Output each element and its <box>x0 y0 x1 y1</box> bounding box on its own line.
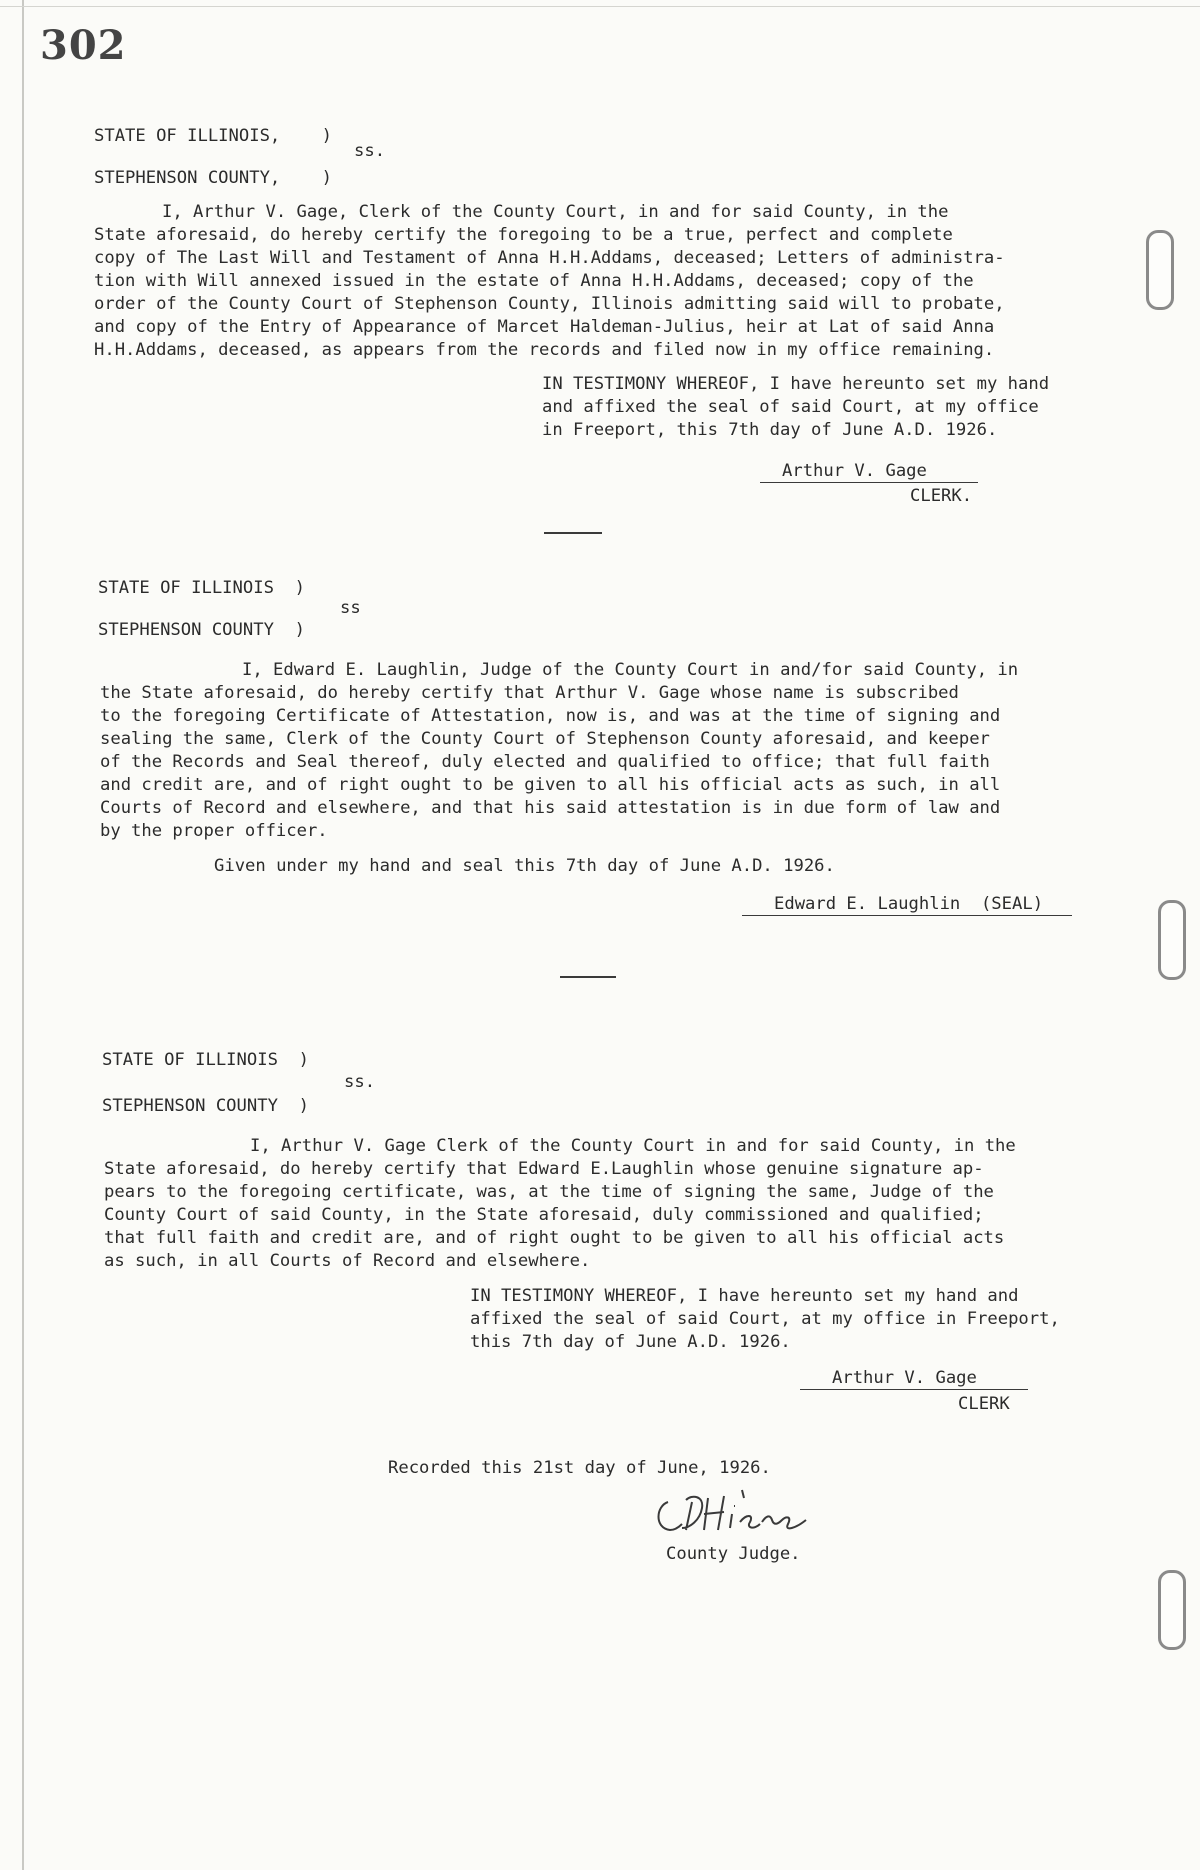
judge-signature: Edward E. Laughlin (SEAL) <box>774 894 1044 914</box>
judge-title: County Judge. <box>666 1544 801 1564</box>
body-line: County Court of said County, in the State aforesaid, duly commissioned and qualified; <box>104 1205 984 1225</box>
body-line: sealing the same, Clerk of the County Court of Stephenson County aforesaid, and keeper <box>100 729 990 749</box>
clerk-title: CLERK. <box>910 486 973 506</box>
clerk-signature: Arthur V. Gage <box>782 461 927 481</box>
caption-state: STATE OF ILLINOIS ) <box>102 1050 309 1070</box>
caption-ss: ss. <box>354 141 386 161</box>
testimony-line: this 7th day of June A.D. 1926. <box>470 1332 791 1352</box>
page-edge-top <box>0 6 1200 7</box>
testimony-line: affixed the seal of said Court, at my office in Freeport, <box>470 1309 1060 1329</box>
testimony-line: IN TESTIMONY WHEREOF, I have hereunto set my hand <box>542 374 1050 394</box>
given-under-hand: Given under my hand and seal this 7th day of June A.D. 1926. <box>214 856 835 876</box>
body-line: State aforesaid, do hereby certify the foregoing to be a true, perfect and complete <box>94 225 953 245</box>
body-line: I, Arthur V. Gage Clerk of the County Court in and for said County, in the <box>250 1136 1016 1156</box>
punch-hole-icon <box>1146 230 1174 310</box>
caption-county: STEPHENSON COUNTY ) <box>102 1096 309 1116</box>
body-line: I, Edward E. Laughlin, Judge of the County Court in and/for said County, in <box>242 660 1019 680</box>
caption-county: STEPHENSON COUNTY ) <box>98 620 305 640</box>
body-line: that full faith and credit are, and of right ought to be given to all his official acts <box>104 1228 1005 1248</box>
judge-handwritten-signature <box>646 1484 826 1544</box>
section-divider <box>544 532 602 534</box>
body-line: and credit are, and of right ought to be given to all his official acts as such, in all <box>100 775 1001 795</box>
section-divider <box>560 976 616 978</box>
clerk-title: CLERK <box>958 1394 1010 1414</box>
body-line: I, Arthur V. Gage, Clerk of the County Court, in and for said County, in the <box>162 202 949 222</box>
body-line: pears to the foregoing certificate, was, at the time of signing the same, Judge of the <box>104 1182 994 1202</box>
punch-hole-icon <box>1158 900 1186 980</box>
signature-line <box>800 1389 1028 1390</box>
page-number: 302 <box>40 22 127 69</box>
body-line: as such, in all Courts of Record and elsewhere. <box>104 1251 591 1271</box>
body-line: tion with Will annexed issued in the estate of Anna H.H.Addams, deceased; copy of the <box>94 271 974 291</box>
body-line: copy of The Last Will and Testament of Anna H.H.Addams, deceased; Letters of administra- <box>94 248 1005 268</box>
caption-state: STATE OF ILLINOIS, ) <box>94 126 332 146</box>
body-line: order of the County Court of Stephenson County, Illinois admitting said will to probate, <box>94 294 1005 314</box>
body-line: State aforesaid, do hereby certify that Edward E.Laughlin whose genuine signature ap- <box>104 1159 984 1179</box>
recorded-line: Recorded this 21st day of June, 1926. <box>388 1458 771 1478</box>
testimony-line: and affixed the seal of said Court, at my office <box>542 397 1039 417</box>
body-line: of the Records and Seal thereof, duly elected and qualified to office; that full faith <box>100 752 990 772</box>
caption-ss: ss <box>340 598 361 618</box>
page-edge <box>22 0 24 1870</box>
body-line: and copy of the Entry of Appearance of Marcet Haldeman-Julius, heir at Lat of said Anna <box>94 317 995 337</box>
caption-county: STEPHENSON COUNTY, ) <box>94 168 332 188</box>
signature-line <box>760 482 978 483</box>
body-line: by the proper officer. <box>100 821 328 841</box>
testimony-line: IN TESTIMONY WHEREOF, I have hereunto set my hand and <box>470 1286 1019 1306</box>
caption-state: STATE OF ILLINOIS ) <box>98 578 305 598</box>
signature-line <box>742 915 1072 916</box>
punch-hole-icon <box>1158 1570 1186 1650</box>
body-line: H.H.Addams, deceased, as appears from the records and filed now in my office remaining. <box>94 340 995 360</box>
caption-ss: ss. <box>344 1072 376 1092</box>
clerk-signature: Arthur V. Gage <box>832 1368 977 1388</box>
body-line: the State aforesaid, do hereby certify that Arthur V. Gage whose name is subscribed <box>100 683 959 703</box>
judge-signature-text: C.D.Hiers <box>646 1542 652 1543</box>
body-line: Courts of Record and elsewhere, and that his said attestation is in due form of law and <box>100 798 1001 818</box>
body-line: to the foregoing Certificate of Attestation, now is, and was at the time of signing and <box>100 706 1001 726</box>
testimony-line: in Freeport, this 7th day of June A.D. 1926. <box>542 420 998 440</box>
